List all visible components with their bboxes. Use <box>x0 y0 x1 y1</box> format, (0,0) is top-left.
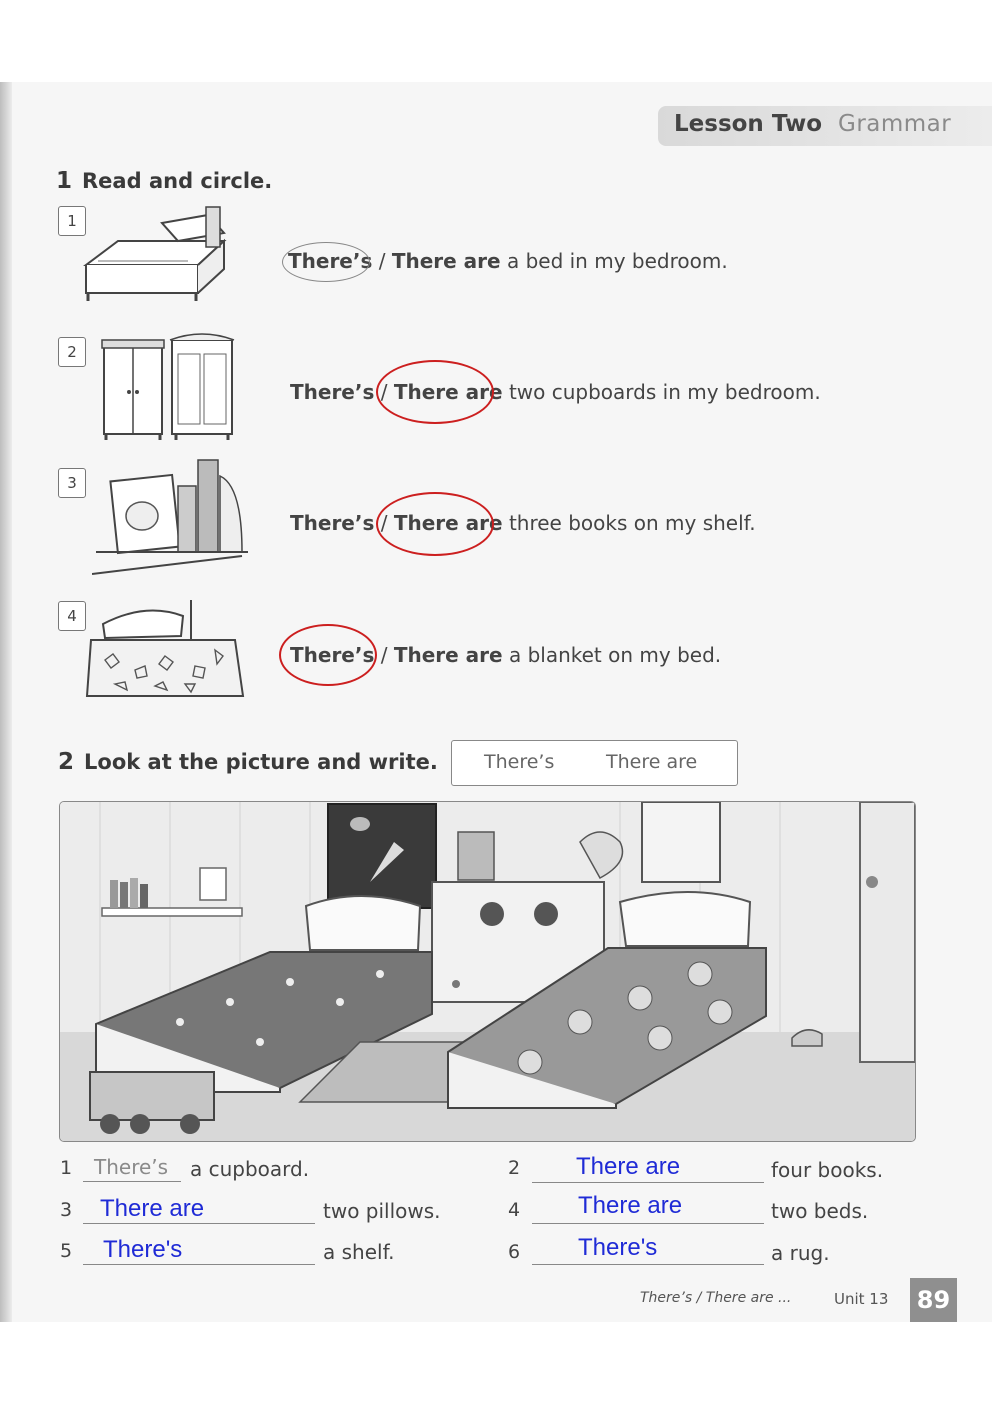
item-number-box: 3 <box>58 468 86 498</box>
section-title: Grammar <box>838 111 952 137</box>
option-theres[interactable]: There’s <box>290 511 375 535</box>
answer-line <box>83 1223 315 1224</box>
separator: / <box>372 249 392 273</box>
exercise-2-number: 2 <box>58 749 75 775</box>
answer-tail-4: two beds. <box>771 1199 869 1223</box>
word-bank <box>451 740 738 786</box>
answer-tail-5: a shelf. <box>323 1240 395 1264</box>
bed-illustration <box>78 205 228 305</box>
answer-circle-3 <box>376 492 494 556</box>
answer-text-4[interactable]: There are <box>578 1192 683 1219</box>
lesson-title: Lesson Two <box>674 111 823 137</box>
answer-line <box>532 1264 764 1265</box>
cupboards-illustration <box>100 332 250 444</box>
answer-text-3[interactable]: There are <box>100 1195 205 1222</box>
answer-number: 3 <box>60 1199 73 1221</box>
option-theres[interactable]: There’s <box>290 643 375 667</box>
answer-line <box>532 1223 764 1224</box>
answer-number: 5 <box>60 1240 73 1262</box>
answer-text-5[interactable]: There's <box>103 1236 183 1263</box>
answer-line <box>532 1182 764 1183</box>
answer-text-2[interactable]: There are <box>576 1153 681 1180</box>
word-bank-item: There’s <box>484 751 555 773</box>
separator: / <box>374 643 394 667</box>
exercise-1-title <box>56 168 272 194</box>
answer-number: 4 <box>508 1199 521 1221</box>
answer-tail-2: four books. <box>771 1158 884 1182</box>
option-there-are[interactable]: There are <box>393 643 503 667</box>
answer-tail-6: a rug. <box>771 1241 830 1265</box>
blanket-illustration <box>85 600 245 708</box>
example-answer-circle <box>282 242 373 282</box>
sentence-rest: a blanket on my bed. <box>502 643 722 667</box>
exercise-1-number: 1 <box>56 168 73 194</box>
answer-circle-2 <box>376 360 494 424</box>
item-number-box: 2 <box>58 337 86 367</box>
answer-tail-1: a cupboard. <box>190 1157 310 1181</box>
option-there-are[interactable]: There are <box>393 380 503 404</box>
answer-line <box>83 1264 315 1265</box>
sentence-rest: a bed in my bedroom. <box>500 249 728 273</box>
option-theres[interactable]: There’s <box>288 249 373 273</box>
bedroom-scene <box>59 801 916 1142</box>
option-there-are[interactable]: There are <box>391 249 501 273</box>
answer-circle-4 <box>279 624 377 686</box>
item-number-box: 1 <box>58 206 86 236</box>
separator: / <box>374 511 394 535</box>
exercise-2-title <box>58 749 438 775</box>
item-number-box: 4 <box>58 601 86 631</box>
footer-topic: There’s / There are ... <box>640 1290 792 1306</box>
answer-text-1[interactable]: There’s <box>94 1155 169 1179</box>
answer-tail-3: two pillows. <box>323 1199 441 1223</box>
footer-unit: Unit 13 <box>834 1290 889 1308</box>
exercise-1-instruction: Read and circle. <box>82 169 273 193</box>
answer-line <box>83 1181 181 1182</box>
option-theres[interactable]: There’s <box>290 380 375 404</box>
option-there-are[interactable]: There are <box>393 511 503 535</box>
sentence-rest: three books on my shelf. <box>502 511 756 535</box>
bedroom-illustration <box>60 802 915 1141</box>
sentence-rest: two cupboards in my bedroom. <box>502 380 821 404</box>
word-bank-item: There are <box>606 751 698 773</box>
sentence-2 <box>290 380 821 404</box>
answer-text-6[interactable]: There's <box>578 1234 658 1261</box>
exercise-2-instruction: Look at the picture and write. <box>84 750 438 774</box>
page-spine-shadow <box>0 82 12 1322</box>
sentence-3 <box>290 511 756 535</box>
books-illustration <box>92 456 252 581</box>
answer-number: 6 <box>508 1241 521 1263</box>
page-number: 89 <box>910 1278 957 1322</box>
answer-number: 1 <box>60 1157 73 1179</box>
separator: / <box>374 380 394 404</box>
answer-number: 2 <box>508 1157 521 1179</box>
